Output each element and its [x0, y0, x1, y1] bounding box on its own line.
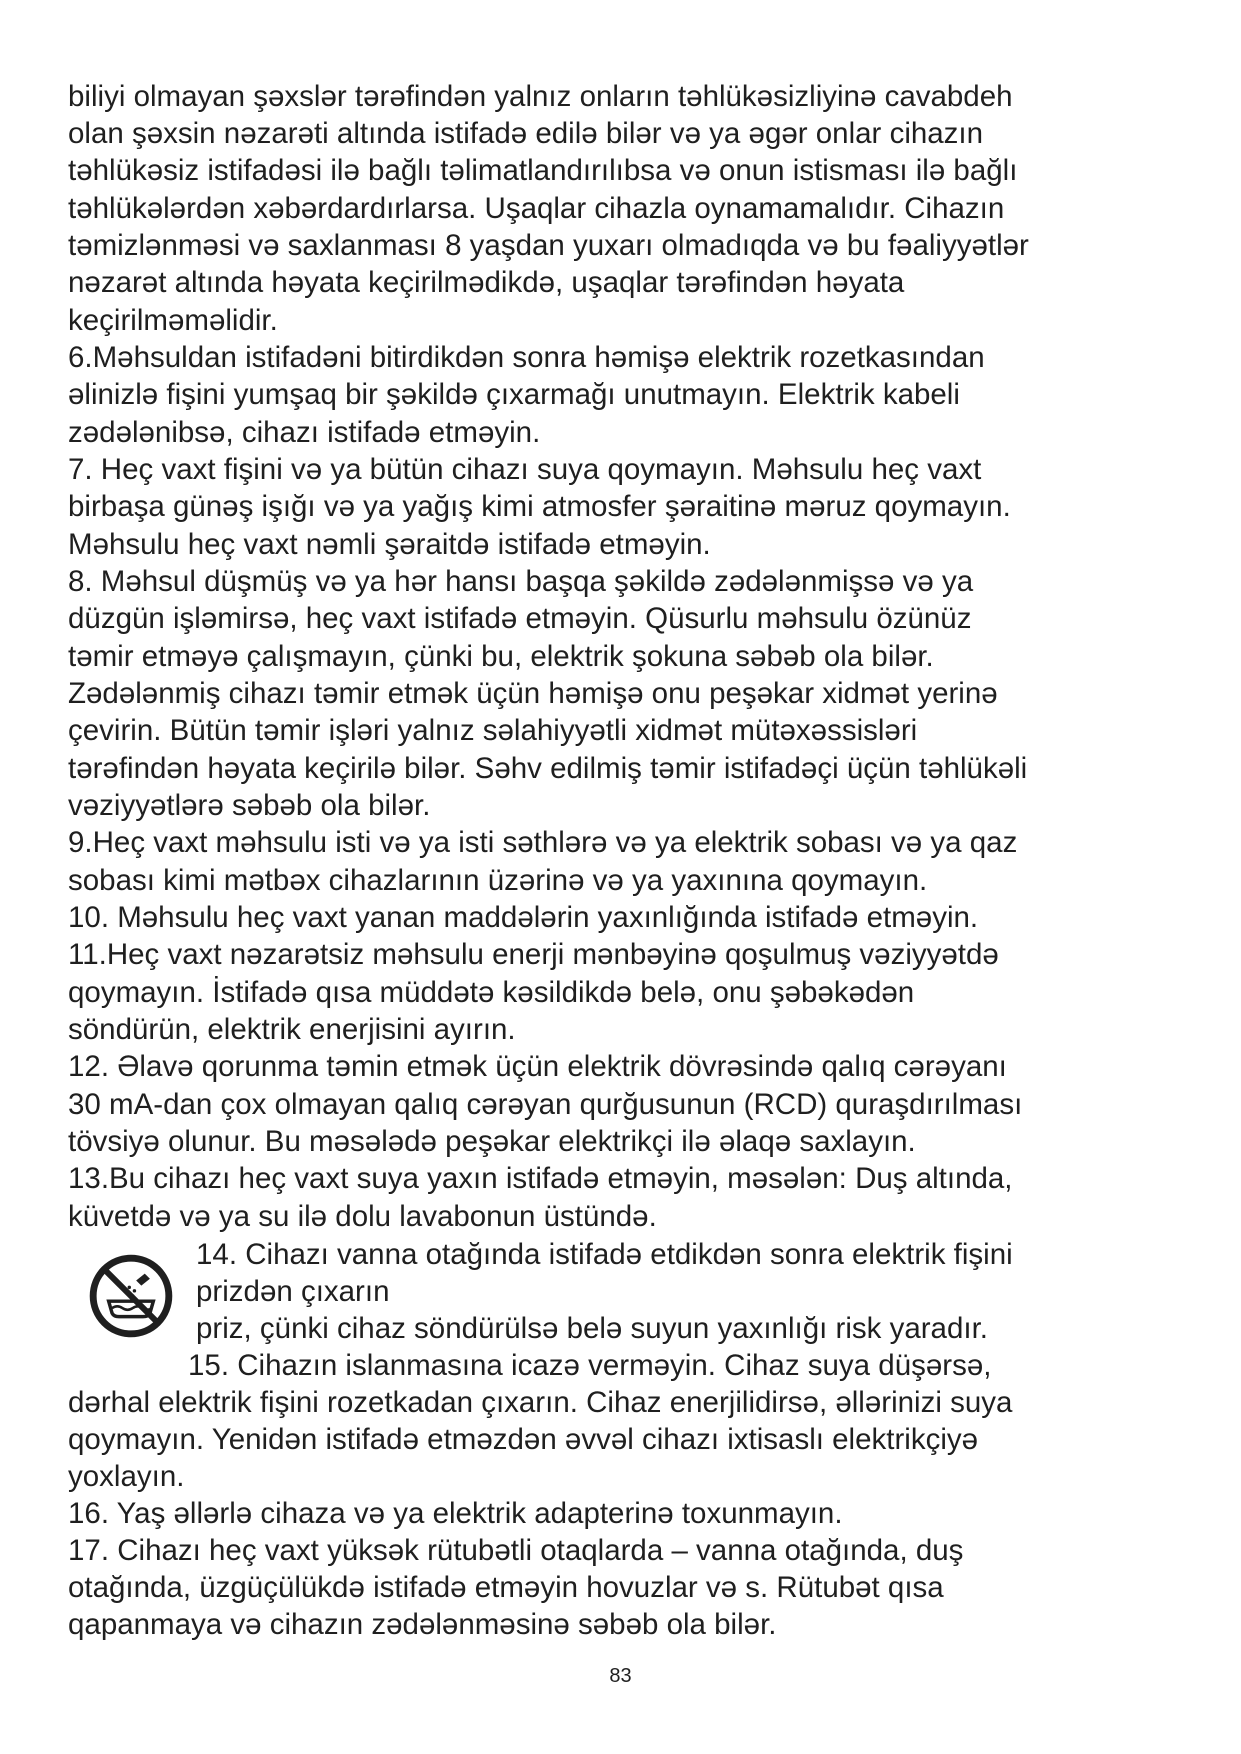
text-line: nəzarət altında həyata keçirilmədikdə, uşaqlar tərəfindən həyata [68, 266, 905, 299]
text-line: düzgün işləmirsə, heç vaxt istifadə etməyin. Qüsurlu məhsulu özünüz [68, 602, 972, 635]
text-line: prizdən çıxarın [196, 1275, 390, 1308]
text-line: 11.Heç vaxt nəzarətsiz məhsulu enerji mənbəyinə qoşulmuş vəziyyətdə [68, 938, 999, 971]
page-number: 83 [609, 1665, 632, 1687]
text-line: 17. Cihazı heç vaxt yüksək rütubətli otaqlarda – vanna otağında, duş [68, 1534, 964, 1567]
text-line: keçirilməməlidir. [68, 304, 278, 337]
text-line: 13.Bu cihazı heç vaxt suya yaxın istifadə etməyin, məsələn: Duş altında, [68, 1162, 1013, 1195]
text-line: Zədələnmiş cihazı təmir etmək üçün həmişə onu peşəkar xidmət yerinə [68, 677, 998, 710]
no-bathtub-water-warning-icon [88, 1253, 174, 1339]
text-line: 12. Əlavə qorunma təmin etmək üçün elektrik dövrəsində qalıq cərəyanı [68, 1050, 1007, 1083]
text-line: 9.Heç vaxt məhsulu isti və ya isti səthlərə və ya elektrik sobası və ya qaz [68, 826, 1018, 859]
text-line: əlinizlə fişini yumşaq bir şəkildə çıxarmağı unutmayın. Elektrik kabeli [68, 378, 960, 411]
text-line: təhlükələrdən xəbərdardırlarsa. Uşaqlar cihazla oynamamalıdır. Cihazın [68, 192, 1005, 225]
text-line: təhlükəsiz istifadəsi ilə bağlı təlimatlandırılıbsa və onun istisması ilə bağlı [68, 154, 1018, 187]
text-line: qoymayın. İstifadə qısa müddətə kəsildikdə belə, onu şəbəkədən [68, 976, 915, 1009]
text-line: 10. Məhsulu heç vaxt yanan maddələrin yaxınlığında istifadə etməyin. [68, 901, 979, 934]
text-line: sobası kimi mətbəx cihazlarının üzərinə və ya yaxınına qoymayın. [68, 864, 928, 897]
text-line: biliyi olmayan şəxslər tərəfindən yalnız onların təhlükəsizliyinə cavabdeh [68, 80, 1013, 113]
text-line: 30 mA-dan çox olmayan qalıq cərəyan qurğusunun (RCD) quraşdırılması [68, 1088, 1023, 1121]
text-line: 8. Məhsul düşmüş və ya hər hansı başqa şəkildə zədələnmişsə və ya [68, 565, 974, 598]
text-line: 14. Cihazı vanna otağında istifadə etdikdən sonra elektrik fişini [196, 1238, 1013, 1271]
text-line: təmizlənməsi və saxlanması 8 yaşdan yuxarı olmadıqda və bu fəaliyyətlər [68, 229, 1029, 262]
text-line: 7. Heç vaxt fişini və ya bütün cihazı suya qoymayın. Məhsulu heç vaxt [68, 453, 982, 486]
text-line: vəziyyətlərə səbəb ola bilər. [68, 789, 431, 822]
text-line: çevirin. Bütün təmir işləri yalnız səlahiyyətli xidmət mütəxəssisləri [68, 714, 918, 747]
text-line: söndürün, elektrik enerjisini ayırın. [68, 1013, 516, 1046]
text-line: qapanmaya və cihazın zədələnməsinə səbəb ola bilər. [68, 1608, 777, 1641]
text-line: olan şəxsin nəzarəti altında istifadə edilə bilər və ya əgər onlar cihazın [68, 117, 984, 150]
text-line: yoxlayın. [68, 1460, 185, 1493]
text-line: otağında, üzgüçülükdə istifadə etməyin hovuzlar və s. Rütubət qısa [68, 1571, 944, 1604]
text-line: dərhal elektrik fişini rozetkadan çıxarın. Cihaz enerjilidirsə, əllərinizi suya [68, 1386, 1013, 1419]
text-line: 6.Məhsuldan istifadəni bitirdikdən sonra həmişə elektrik rozetkasından [68, 341, 985, 374]
text-line: priz, çünki cihaz söndürülsə belə suyun yaxınlığı risk yaradır. [196, 1312, 988, 1345]
text-line: 16. Yaş əllərlə cihaza və ya elektrik adapterinə toxunmayın. [68, 1497, 843, 1530]
text-line: qoymayın. Yenidən istifadə etməzdən əvvəl cihazı ixtisaslı elektrikçiyə [68, 1423, 979, 1456]
text-line: tərəfindən həyata keçirilə bilər. Səhv edilmiş təmir istifadəçi üçün təhlükəli [68, 752, 1028, 785]
text-line: Məhsulu heç vaxt nəmli şəraitdə istifadə etməyin. [68, 528, 711, 561]
text-line: tövsiyə olunur. Bu məsələdə peşəkar elektrikçi ilə əlaqə saxlayın. [68, 1125, 916, 1158]
text-line: təmir etməyə çalışmayın, çünki bu, elektrik şokuna səbəb ola bilər. [68, 640, 934, 673]
text-line: 15. Cihazın islanmasına icazə verməyin. Cihaz suya düşərsə, [188, 1349, 992, 1382]
text-line: zədələnibsə, cihazı istifadə etməyin. [68, 416, 541, 449]
text-line: birbaşa günəş işığı və ya yağış kimi atmosfer şəraitinə məruz qoymayın. [68, 490, 1011, 523]
text-line: küvetdə və ya su ilə dolu lavabonun üstündə. [68, 1200, 657, 1233]
